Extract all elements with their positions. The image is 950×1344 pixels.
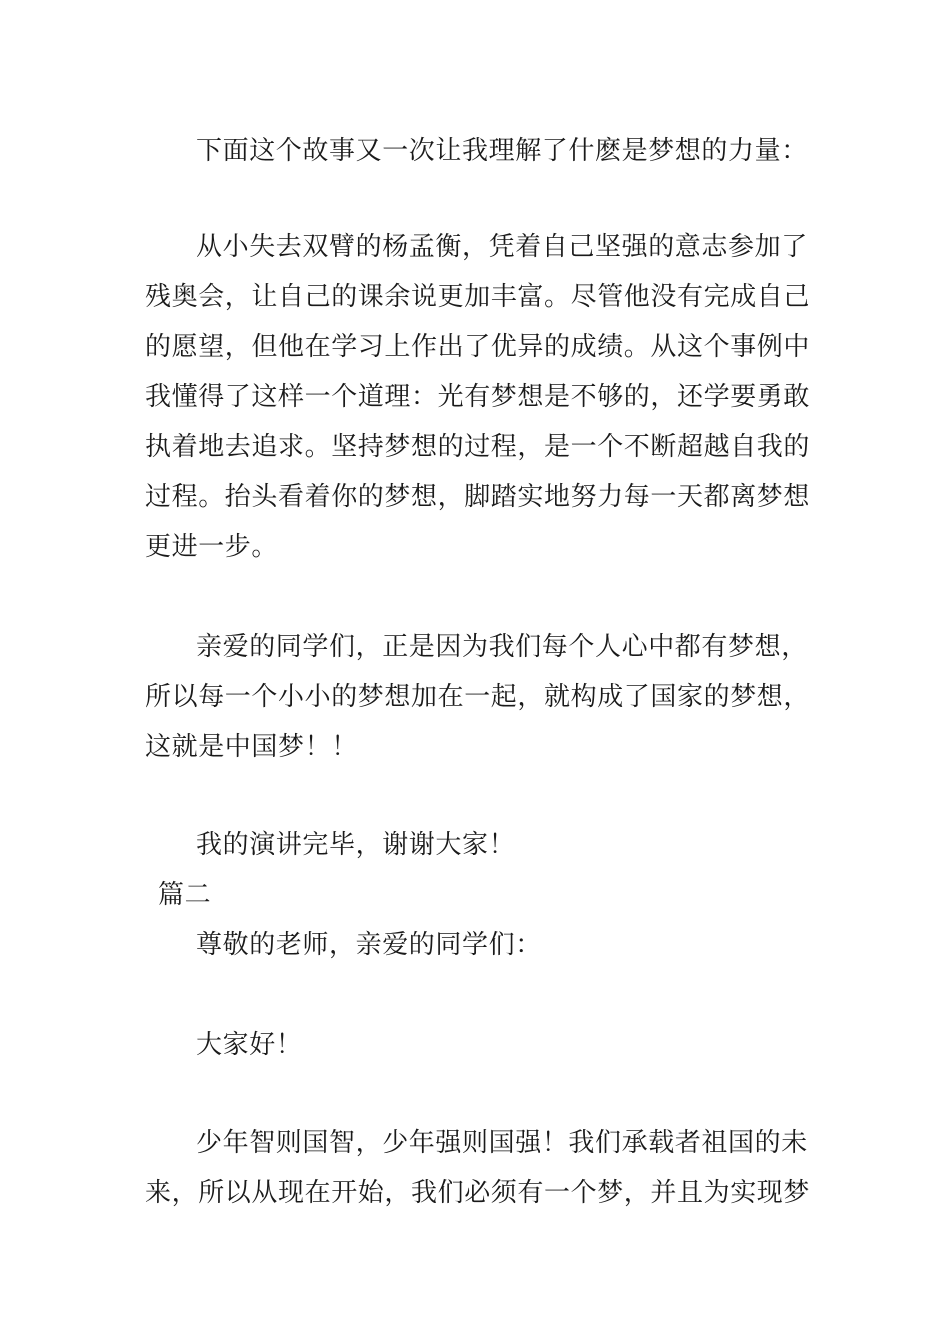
- text-line: 执着地去追求。坚持梦想的过程，是一个不断超越自我的: [145, 432, 811, 462]
- text-line: 下面这个故事又一次让我理解了什麽是梦想的力量：: [196, 136, 808, 166]
- text-line: 更进一步。: [145, 532, 279, 562]
- text-line: 残奥会，让自己的课余说更加丰富。尽管他没有完成自己: [145, 282, 811, 312]
- text-line: 我懂得了这样一个道理：光有梦想是不够的，还学要勇敢: [145, 382, 811, 412]
- text-line: 所以每一个小小的梦想加在一起，就构成了国家的梦想，: [145, 682, 811, 712]
- text-line: 我的演讲完毕，谢谢大家！: [196, 830, 516, 860]
- section-heading: 篇二: [158, 880, 212, 910]
- text-line: 过程。抬头看着你的梦想，脚踏实地努力每一天都离梦想: [145, 482, 811, 512]
- text-line: 尊敬的老师，亲爱的同学们：: [196, 930, 542, 960]
- text-line: 来，所以从现在开始，我们必须有一个梦，并且为实现梦: [145, 1178, 811, 1208]
- text-line: 这就是中国梦！！: [145, 732, 358, 762]
- text-line: 亲爱的同学们，正是因为我们每个人心中都有梦想，: [196, 632, 808, 662]
- text-line: 从小失去双臂的杨孟衡，凭着自己坚强的意志参加了: [196, 232, 808, 262]
- text-line: 少年智则国智，少年强则国强！我们承载者祖国的未: [196, 1128, 808, 1158]
- text-line: 的愿望，但他在学习上作出了优异的成绩。从这个事例中: [145, 332, 811, 362]
- text-line: 大家好！: [196, 1030, 303, 1060]
